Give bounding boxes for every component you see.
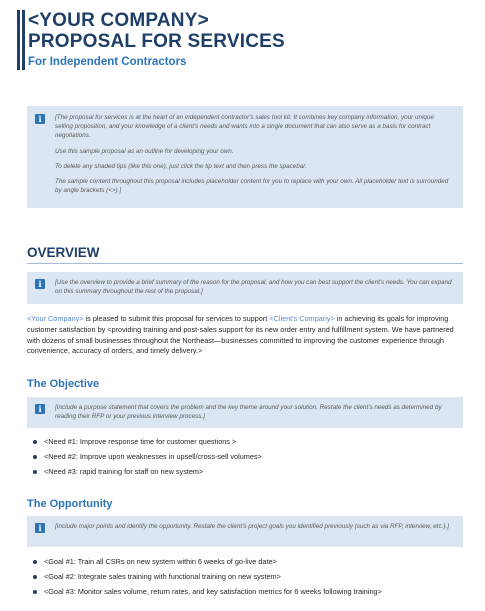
need-1: <Need #1: Improve response time for customer questions >	[44, 437, 237, 446]
header-accent-bar	[17, 10, 20, 70]
overview-tip-text[interactable]: [Use the overview to provide a brief summary of the reason for the proposal, and how you can best support the client's needs. You can expand on this summary throughout the rest of the proposal.]	[55, 279, 452, 296]
intro-tip-text[interactable]	[55, 113, 453, 201]
bullet-dot	[33, 470, 37, 474]
bullet-dot	[33, 590, 37, 594]
intro-tip-box[interactable]	[27, 106, 463, 208]
info-icon: i	[35, 404, 45, 414]
bullet-dot	[33, 560, 37, 564]
title-proposal: PROPOSAL FOR SERVICES	[28, 31, 285, 52]
document-title[interactable]	[28, 10, 285, 52]
info-icon: i	[35, 279, 45, 289]
info-icon: i	[35, 114, 45, 124]
goal-2: <Goal #2: Integrate sales training with functional training on new system>	[44, 572, 281, 582]
intro-tip-paragraph: Use this sample proposal as an outline for developing your own.	[55, 147, 234, 155]
document-subtitle[interactable]: For Independent Contractors	[28, 56, 187, 68]
overview-text: is pleased to submit this proposal for services to support	[83, 314, 270, 323]
objective-tip-text[interactable]: [Include a purpose statement that covers the problem and the key theme around your solution. Restate the client's needs as determined by reading their RFP or your previous interview process.]	[55, 404, 442, 421]
bullet-dot	[33, 440, 37, 444]
opportunity-tip-text[interactable]: [Include major points and identify the opportunity. Restate the client's project goals you identified previously (such as via RFP, interview, etc.).]	[55, 523, 450, 530]
intro-tip-paragraph: [The proposal for services is at the heart of an independent contractor's sales tool kit. It combines key company information, your unique selling proposition, and your knowledge of a client's needs and wants into a single document that can also serve as a basis for contract negotiations.	[55, 114, 434, 140]
list-item[interactable]	[33, 452, 463, 462]
overview-tip-box[interactable]	[27, 272, 463, 304]
intro-tip-paragraph: To delete any shaded tips (like this one), just click the tip text and then press the spacebar.	[55, 162, 307, 170]
list-item[interactable]	[33, 572, 463, 582]
header-accent-bar	[22, 10, 25, 70]
list-item[interactable]	[33, 437, 463, 447]
objective-heading[interactable]: The Objective	[27, 378, 100, 390]
goal-1: <Goal #1: Train all CSRs on new system within 6 weeks of go-live date>	[44, 557, 277, 566]
bullet-dot	[33, 455, 37, 459]
list-item[interactable]	[33, 467, 463, 477]
overview-paragraph[interactable]	[27, 314, 467, 357]
opportunity-list	[33, 557, 463, 603]
info-icon: i	[35, 523, 45, 533]
bullet-dot	[33, 575, 37, 579]
title-company: <YOUR COMPANY>	[28, 10, 209, 31]
placeholder-client-company: <Client's Company>	[269, 314, 335, 323]
document-header	[17, 10, 467, 70]
list-item[interactable]	[33, 587, 463, 597]
need-3: <Need #3: rapid training for staff on new system>	[44, 467, 204, 477]
list-item[interactable]	[33, 557, 463, 567]
placeholder-your-company: <Your Company>	[27, 314, 84, 323]
overview-rule	[27, 263, 463, 264]
goal-3: <Goal #3: Monitor sales volume, return rates, and key satisfaction metrics for 6 weeks following training>	[44, 587, 382, 597]
overview-text: in achieving its goals for improving customer satisfaction by <providing training and post-sales support for its new order entry and fulfillment system. We have partnered with dozens of small businesses throughout the Northeast—businesses committed to improving the customer experience through convenience, accuracy of orders, and timely delivery.>	[27, 314, 454, 356]
objective-list	[33, 437, 463, 483]
overview-heading[interactable]: OVERVIEW	[27, 245, 100, 260]
opportunity-heading[interactable]: The Opportunity	[27, 498, 113, 510]
intro-tip-paragraph: The sample content throughout this proposal includes placeholder content for you to replace with your own. All placeholder text is surrounded by angle brackets (<>).]	[55, 178, 449, 195]
opportunity-tip-box[interactable]	[27, 516, 463, 547]
need-2: <Need #2: Improve upon weaknesses in upsell/cross-sell volumes>	[44, 452, 262, 462]
objective-tip-box[interactable]	[27, 397, 463, 428]
